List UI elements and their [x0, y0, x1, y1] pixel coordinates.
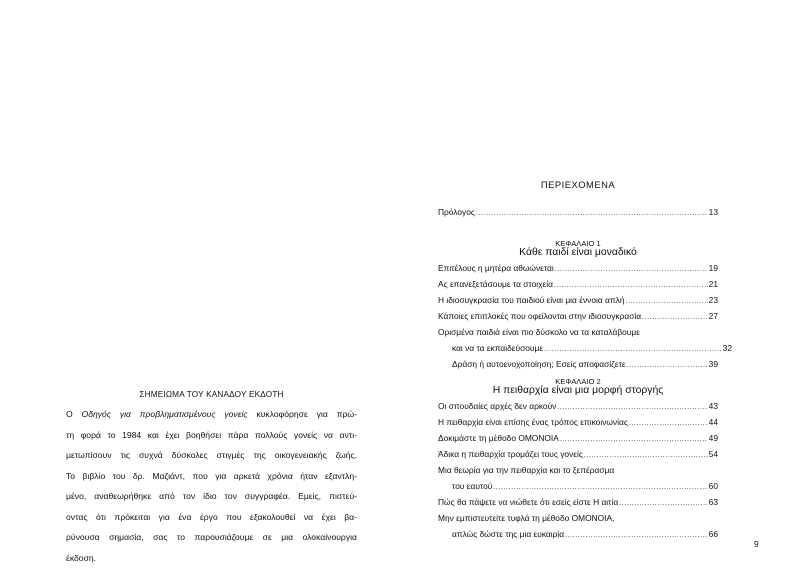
toc-entry-title: απλώς δώστε της μια ευκαιρία — [452, 529, 565, 539]
toc-entry-page: 49 — [708, 433, 718, 443]
toc-entry-title: Οι σπουδαίες αρχές δεν αρκούν — [438, 401, 557, 411]
toc-entry-title: Δοκιμάστε τη μέθοδο ΟΜΟΝΟΙΑ — [438, 433, 559, 443]
note-line: οντας ότι πρόκειται για ένα έργο που εξακολουθεί να έχει βα- — [66, 511, 357, 522]
note-line: Το βιβλίο του δρ. Μαζιάντ, που για αρκετά χρόνια ήταν εξαντλη- — [66, 470, 357, 481]
toc-entry-title: Μην εμπιστευτείτε τυφλά τη μέθοδο ΟΜΟΝΟΙΑ, — [438, 513, 615, 523]
leader-dots — [627, 362, 708, 369]
leader-dots — [544, 346, 722, 353]
note-line: μένο, αναθεωρήθηκε από τον ίδιο τον συγγραφέα. Εμείς, πιστεύ- — [66, 491, 357, 501]
toc-entry-page: 32 — [722, 343, 732, 353]
note-line: έκδοση. — [66, 552, 97, 563]
leader-dots — [555, 266, 708, 273]
toc-entry-title: και να τα εκπαιδεύσουμε — [452, 343, 544, 353]
toc-entry — [438, 433, 718, 443]
toc-entry — [438, 279, 718, 289]
chapter-2-title: Η πειθαρχία είναι μια μορφή στοργής — [492, 385, 664, 396]
leader-dots — [557, 404, 707, 411]
toc-entry-page: 66 — [708, 529, 718, 539]
toc-entry-page: 54 — [708, 449, 718, 459]
toc-entry-title: Πώς θα πάψετε να νιώθετε ότι εσείς είστε Η αιτία — [438, 497, 619, 507]
leader-dots — [565, 532, 708, 539]
toc-entry-title: Η ιδιοσυγκρασία του παιδιού είναι μια έννοια απλή — [438, 295, 625, 305]
toc-entry-page: 13 — [708, 207, 718, 217]
toc-entry-title: Ορισμένα παιδιά είναι πιο δύσκολο να τα καταλάβουμε — [438, 327, 640, 337]
toc-entry-title: Επιτέλους η μητέρα αθωώνεται — [438, 263, 554, 273]
note-title: ΣΗΜΕΙΩΜΑ ΤΟΥ ΚΑΝΑΔΟΥ ΕΚΔΟΤΗ — [139, 390, 284, 399]
toc-entry-page: 19 — [708, 263, 718, 273]
toc-entry — [438, 343, 732, 353]
book-title-italic: Οδηγός για προβληματισμένους γονείς — [81, 409, 248, 419]
note-text: Ο — [66, 409, 82, 419]
toc-entry — [438, 311, 718, 321]
toc-entry-prologue — [438, 207, 718, 217]
note-text: κυκλοφόρησε για πρώ- — [247, 409, 358, 419]
chapter-2-label: ΚΕΦΑΛΑΙΟ 2 — [555, 377, 601, 386]
note-line: μετωπίσουν τις συχνά δύσκολες στιγμές της οικογενειακής ζωής. — [66, 450, 357, 460]
chapter-1-title: Κάθε παιδί είναι μοναδικό — [519, 247, 637, 258]
toc-entry — [438, 359, 718, 369]
chapter-1-label: ΚΕΦΑΛΑΙΟ 1 — [555, 239, 601, 248]
toc-entry-page: 63 — [708, 497, 718, 507]
leader-dots — [629, 420, 708, 427]
toc-entry-title: Άδικα η πειθαρχία τρομάζει τους γονείς — [438, 449, 583, 459]
toc-entry-page: 43 — [708, 401, 718, 411]
toc-entry-page: 44 — [708, 417, 718, 427]
leader-dots — [554, 282, 708, 289]
note-line: ρύνουσα σημασία, σας το παρουσιάζουμε σε μια ολοκαίνουργια — [66, 532, 357, 542]
toc-entry-page: 39 — [708, 359, 718, 369]
toc-entry — [438, 481, 718, 491]
toc-entry — [438, 295, 718, 305]
toc-entry — [438, 497, 718, 507]
toc-entry — [438, 263, 718, 273]
canadian-editor-note — [66, 390, 357, 570]
toc-entry-title: Πρόλογος — [438, 207, 475, 217]
toc-entry-title: Δράση ή αυτοενοχοποίηση; Εσείς αποφασίζετε — [452, 359, 626, 369]
toc-entry-title: Η πειθαρχία είναι επίσης ένας τρόπος επικοινωνίας — [438, 417, 628, 427]
toc-entry — [438, 417, 718, 427]
toc-title: ΠΕΡΙΕΧΟΜΕΝΑ — [540, 179, 616, 190]
note-line: τη φορά το 1984 και έχει βοηθήσει πάρα πολλούς γονείς να αντι- — [66, 429, 357, 440]
toc-entry-page: 27 — [708, 311, 718, 321]
leader-dots — [493, 484, 707, 491]
toc-entry — [438, 529, 718, 539]
toc-entry-title: Μια θεωρία για την πειθαρχία και το ξεπέρασμα — [438, 465, 615, 475]
leader-dots — [642, 314, 708, 321]
toc-entry-page: 21 — [708, 279, 718, 289]
page-number: 9 — [754, 539, 759, 549]
toc-entry-title: του εαυτού — [452, 481, 493, 491]
toc-entry — [438, 449, 718, 459]
toc-entry-page: 23 — [708, 295, 718, 305]
toc-entry-title: Ας επανεξετάσουμε τα στοιχεία — [438, 279, 553, 289]
right-page — [398, 0, 796, 581]
leader-dots — [584, 452, 708, 459]
leader-dots — [560, 436, 708, 443]
leader-dots — [476, 210, 708, 217]
toc-entry-page: 60 — [708, 481, 718, 491]
toc-entry — [438, 401, 718, 411]
toc-entry-title: Κάποιες επιπλοκές που οφείλονται στην ιδιοσυγκρασία — [438, 311, 642, 321]
leader-dots — [619, 500, 708, 507]
leader-dots — [625, 298, 707, 305]
note-line — [66, 406, 357, 427]
